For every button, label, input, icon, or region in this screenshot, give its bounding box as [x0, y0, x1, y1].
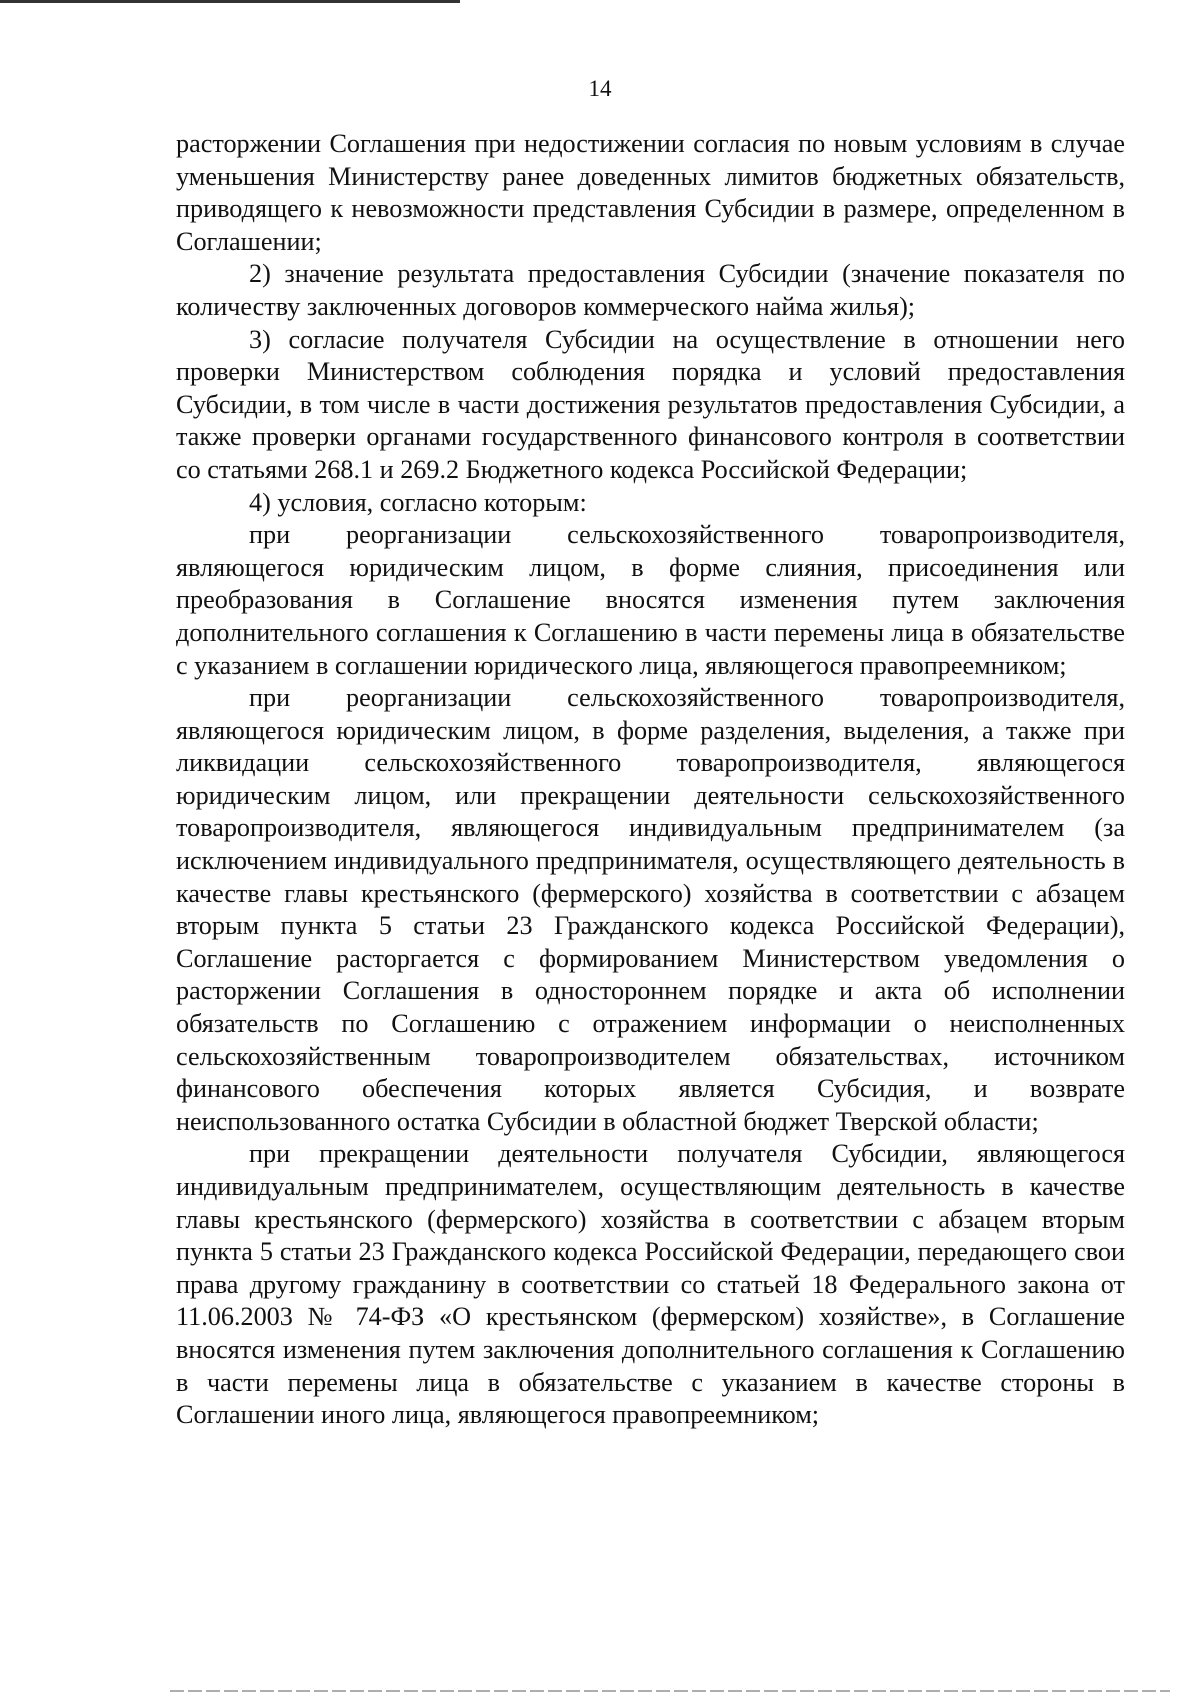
- scan-edge-top: [0, 0, 460, 3]
- paragraph: 3) согласие получателя Субсидии на осуществление в отношении него проверки Министерством соблюдения порядка и условий предоставления Субсидии, в том числе в части достижения результатов предоставления Субсидии, а также проверки органами государственного финансового контроля в соответствии со статьями 268.1 и 269.2 Бюджетного кодекса Российской Федерации;: [176, 324, 1125, 484]
- paragraph: при реорганизации сельскохозяйственного товаропроизводителя, являющегося юридическим лицом, в форме слияния, присоединения или преобразования в Соглашение вносятся изменения путем заключения дополнительного соглашения к Соглашению в части перемены лица в обязательстве с указанием в соглашении юридического лица, являющегося правопреемником;: [176, 520, 1125, 680]
- paragraph: при прекращении деятельности получателя Субсидии, являющегося индивидуальным предпринимателем, осуществляющим деятельность в качестве главы крестьянского (фермерского) хозяйства в соответствии с абзацем вторым пункта 5 статьи 23 Гражданского кодекса Российской Федерации, передающего свои права другому гражданину в соответствии со статьей 18 Федерального закона от 11.06.2003 № 74-ФЗ «О крестьянском (фермерском) хозяйстве», в Соглашение вносятся изменения путем заключения дополнительного соглашения к Соглашению в части перемены лица в обязательстве с указанием в качестве стороны в Соглашении иного лица, являющегося правопреемником;: [176, 1139, 1125, 1430]
- document-body: [176, 128, 1125, 1432]
- paragraph: 4) условия, согласно которым:: [249, 487, 587, 517]
- paragraph: 2) значение результата предоставления Субсидии (значение показателя по количеству заключенных договоров коммерческого найма жилья);: [176, 259, 1125, 321]
- paragraph: расторжении Соглашения при недостижении согласия по новым условиям в случае уменьшения Министерству ранее доведенных лимитов бюджетных обязательств, приводящего к невозможности представления Субсидии в размере, определенном в Соглашении;: [176, 129, 1125, 256]
- paragraph: при реорганизации сельскохозяйственного товаропроизводителя, являющегося юридическим лицом, в форме разделения, выделения, а также при ликвидации сельскохозяйственного товаропроизводителя, являющегося юридическим лицом, или прекращении деятельности сельскохозяйственного товаропроизводителя, являющегося индивидуальным предпринимателем (за исключением индивидуального предпринимателя, осуществляющего деятельность в качестве главы крестьянского (фермерского) хозяйства в соответствии с абзацем вторым пункта 5 статьи 23 Гражданского кодекса Российской Федерации), Соглашение расторгается с формированием Министерством уведомления о расторжении Соглашения в одностороннем порядке и акта об исполнении обязательств по Соглашению с отражением информации о неисполненных сельскохозяйственным товаропроизводителем обязательствах, источником финансового обеспечения которых является Субсидия, и возврате неиспользованного остатка Субсидии в областной бюджет Тверской области;: [176, 683, 1125, 1136]
- page-number: 14: [588, 76, 612, 101]
- scan-edge-bottom: [170, 1690, 1170, 1692]
